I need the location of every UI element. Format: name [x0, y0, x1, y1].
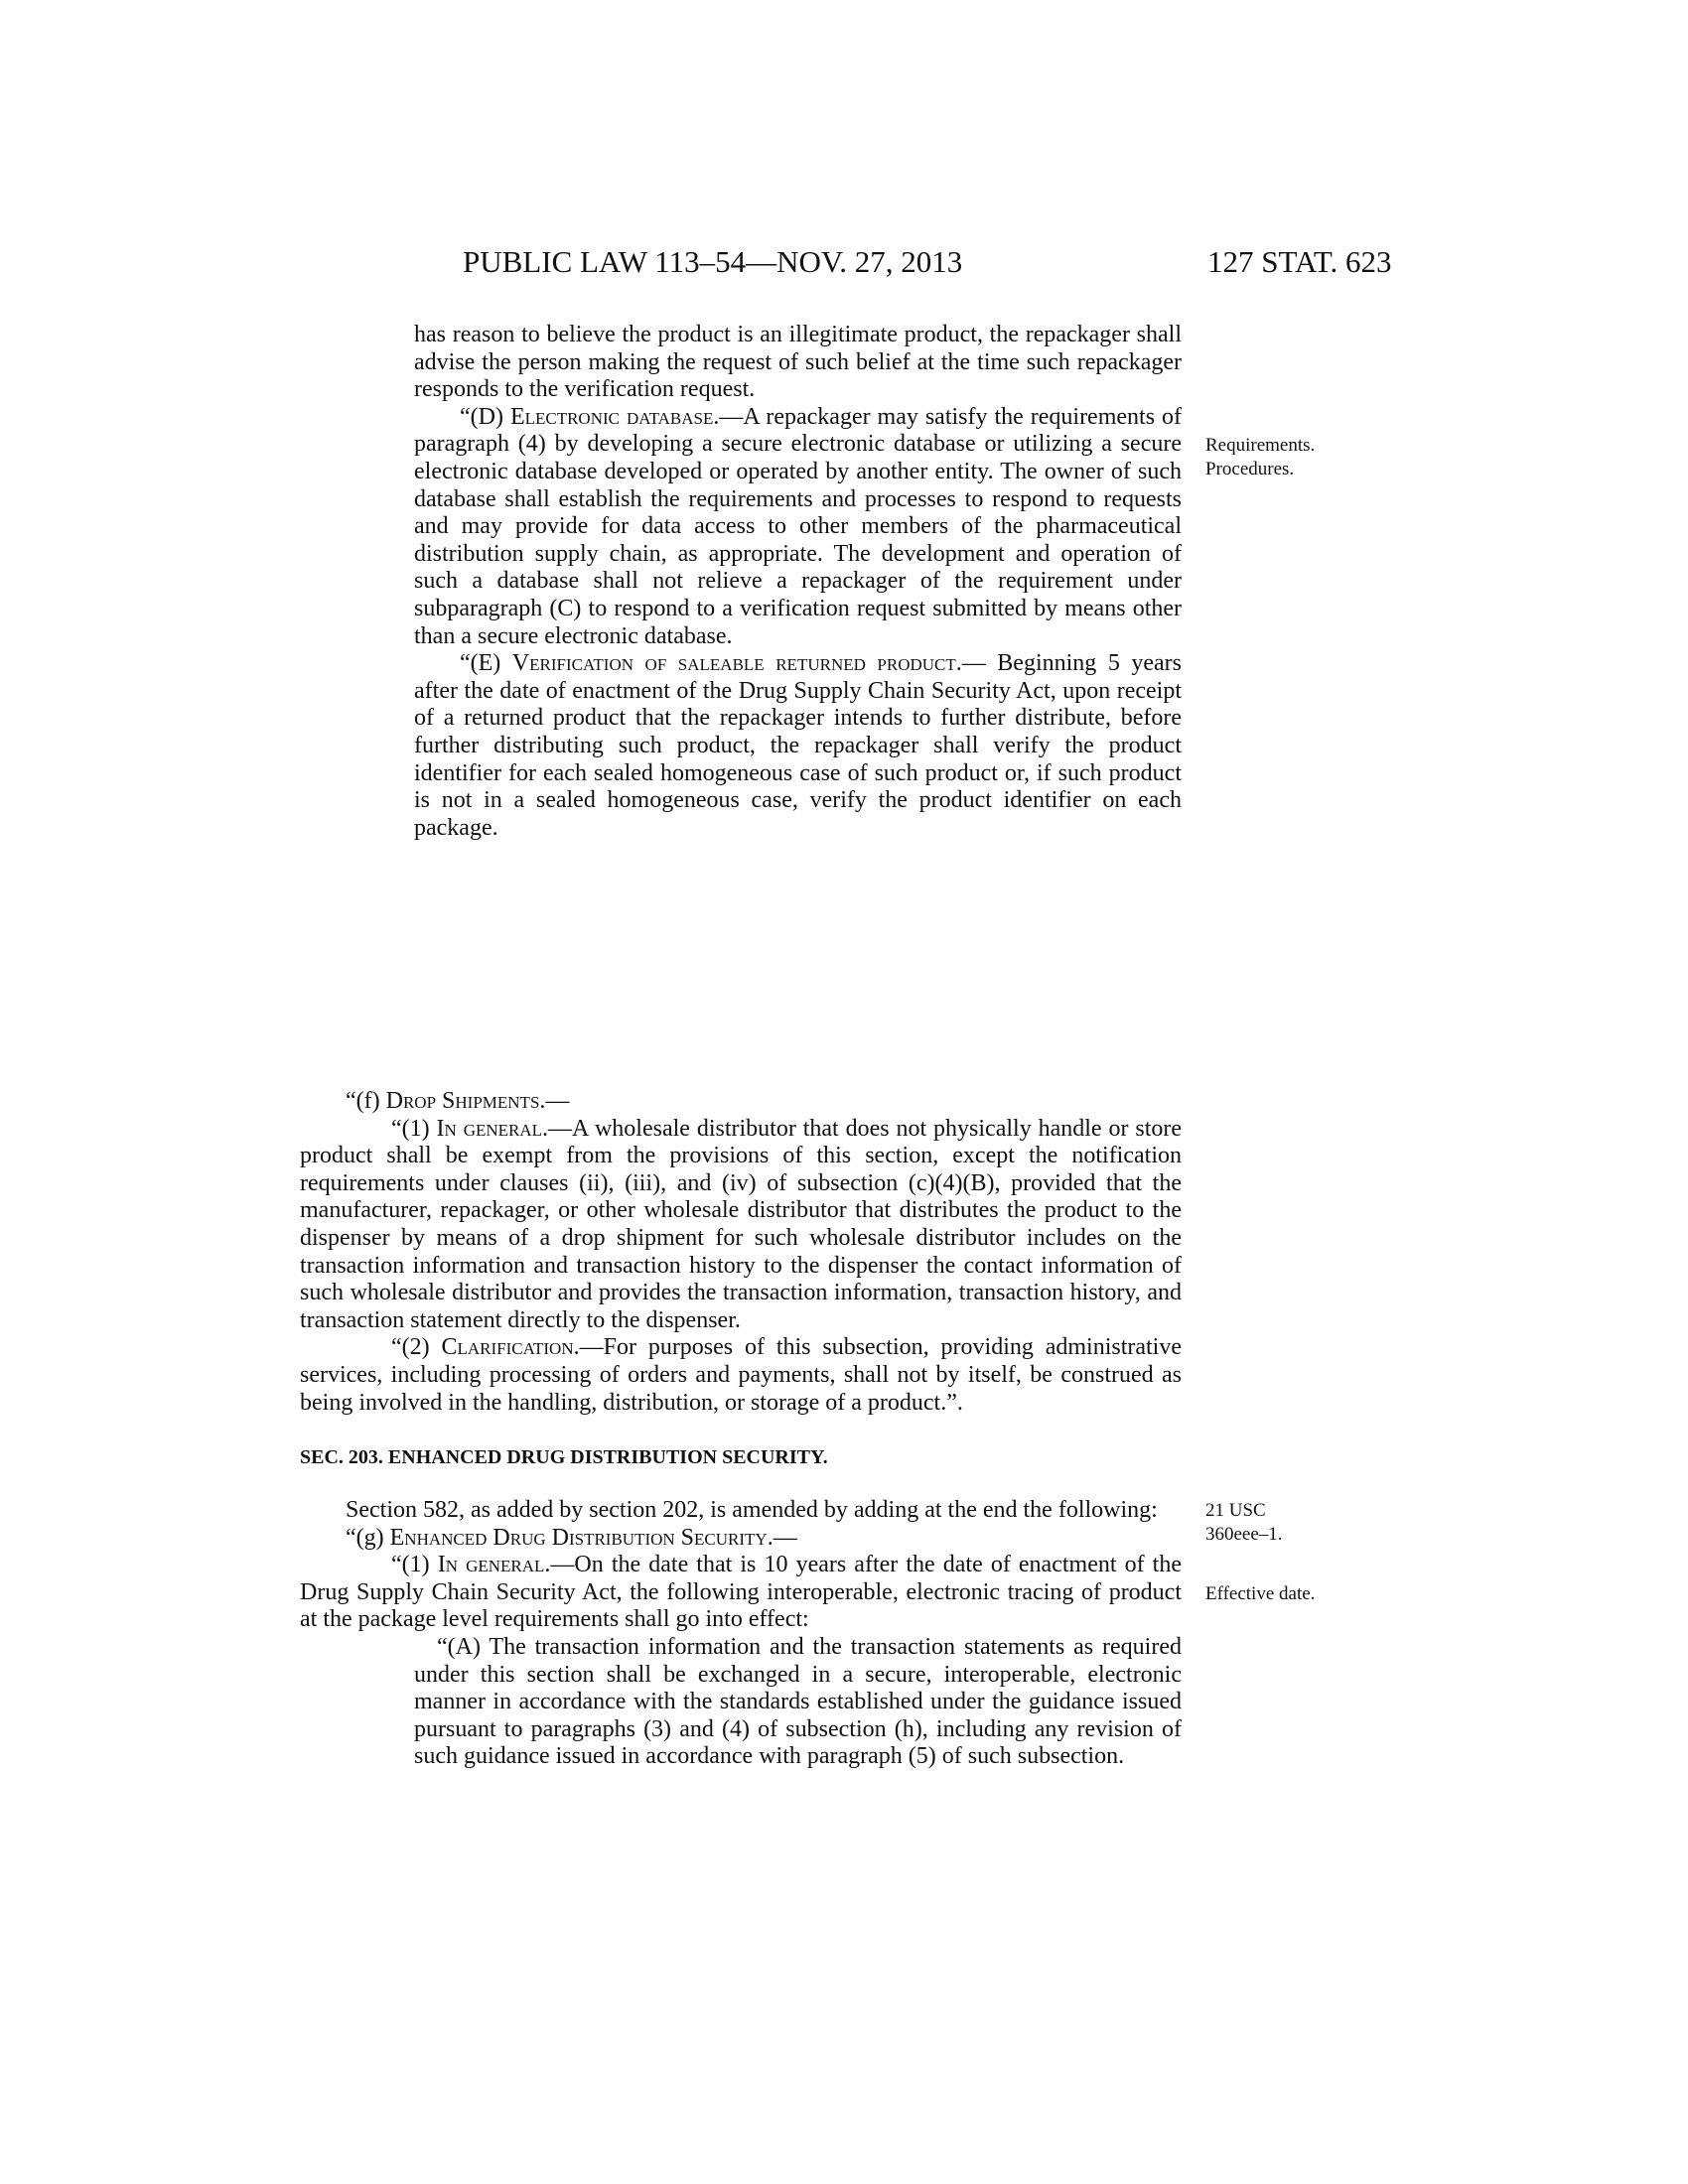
page-stat-number: 127 STAT. 623	[1207, 244, 1392, 279]
paragraph-text: .—A wholesale distributor that does not physically handle or store product shall be exempt from the provisions of this section, except the notification requirements under clauses (ii), (iii), and (iv) of subsection (c)(4)(B), provided that the manufacturer, repackager, or other wholesale distributor that distributes the product to the dispenser by means of a drop shipment for such wholesale distributor includes on the transaction information and transaction history to the dispenser the contact information of such wholesale distributor and provides the transaction information, transaction history, and transaction statement directly to the dispenser.	[300, 1115, 1183, 1333]
text-block-drop-shipments	[300, 1088, 1182, 1417]
paragraph-f2-clarification	[300, 1334, 1182, 1417]
paragraph-label: “(f)	[346, 1088, 386, 1114]
paragraph-label: “(D)	[460, 403, 510, 430]
paragraph-f1-in-general	[300, 1116, 1182, 1335]
paragraph-g1-in-general	[300, 1552, 1182, 1634]
margin-note-line: 21 USC	[1205, 1500, 1266, 1521]
paragraph-text: .—A repackager may satisfy the requirements of paragraph (4) by developing a secure electronic database or utilizing a secure electronic database developed or operated by another entity. The owner of such database shall establish the requirements and processes to respond to requests and may provide for data access to other members of the pharmaceutical distribution supply chain, as appropriate. The development and operation of such a database shall not relieve a repackager of the requirement under subparagraph (C) to respond to a verification request submitted by means other than a secure electronic database.	[414, 403, 1182, 649]
paragraph-intro: Section 582, as added by section 202, is amended by adding at the end the following:	[346, 1497, 1158, 1523]
paragraph-electronic-database	[414, 404, 1182, 650]
subsection-g-heading	[300, 1525, 1182, 1553]
text-block-section-203	[300, 1497, 1182, 1771]
paragraph-text: .—	[767, 1524, 797, 1551]
margin-note-requirements	[1205, 434, 1315, 481]
paragraph-label: “(1)	[391, 1115, 437, 1142]
paragraph-heading: Clarification	[441, 1334, 574, 1361]
paragraph-heading: In general	[436, 1115, 543, 1142]
paragraph-verification-returned	[414, 650, 1182, 842]
paragraph-text: .—	[539, 1088, 570, 1114]
paragraph-label: “(g)	[346, 1524, 390, 1551]
text-block-subparagraphs	[414, 322, 1182, 842]
margin-note-line: Requirements.	[1205, 435, 1316, 456]
paragraph-text: .—On the date that is 10 years after the date of enactment of the Drug Supply Chain Security Act, the following interoperable, electronic tracing of product at the package level requirements shall go into effect:	[300, 1552, 1182, 1633]
margin-note-line: Procedures.	[1205, 459, 1295, 479]
subsection-f-heading	[300, 1088, 1182, 1116]
paragraph-heading: Electronic database	[509, 403, 714, 430]
running-head-title: PUBLIC LAW 113–54—NOV. 27, 2013	[463, 244, 963, 279]
margin-note-line: 360eee–1.	[1205, 1524, 1283, 1545]
paragraph-g1-a: “(A) The transaction information and the transaction statements as required under this section shall be exchanged in a secure, interoperable, electronic manner in accordance with the standards established under the guidance issued pursuant to paragraphs (3) and (4) of subsection (h), including any revision of such guidance issued in accordance with paragraph (5) of such subsection.	[414, 1633, 1182, 1770]
paragraph-label: “(E)	[460, 650, 512, 677]
margin-note-usc	[1205, 1499, 1283, 1547]
paragraph-heading: Drop Shipments	[385, 1088, 540, 1114]
paragraph-text: .— Beginning 5 years after the date of enactment of the Drug Supply Chain Security Act, upon receipt of a returned product that the repackager intends to further distribute, before further distributing such product, the repackager shall verify the product identifier for each sealed homogeneous case of such product or, if such product is not in a sealed homogeneous case, verify the product identifier on each package.	[414, 650, 1182, 841]
paragraph-heading: Verification of saleable returned product	[511, 650, 956, 677]
paragraph-heading: Enhanced Drug Distribution Security	[389, 1524, 768, 1551]
margin-note-effective-date: Effective date.	[1205, 1583, 1316, 1604]
paragraph-continuation: has reason to believe the product is an illegitimate product, the repackager shall advise the person making the request of such belief at the time such repackager responds to the verification request.	[414, 322, 1182, 403]
paragraph-text: .—For purposes of this subsection, providing administrative services, including processing of orders and payments, shall not by itself, be construed as being involved in the handling, distribution, or storage of a product.”.	[300, 1334, 1183, 1416]
paragraph-label: “(1)	[391, 1552, 438, 1578]
section-heading: SEC. 203. ENHANCED DRUG DISTRIBUTION SECURITY.	[300, 1446, 828, 1468]
paragraph-label: “(2)	[391, 1334, 442, 1361]
paragraph-heading: In general	[437, 1552, 545, 1578]
